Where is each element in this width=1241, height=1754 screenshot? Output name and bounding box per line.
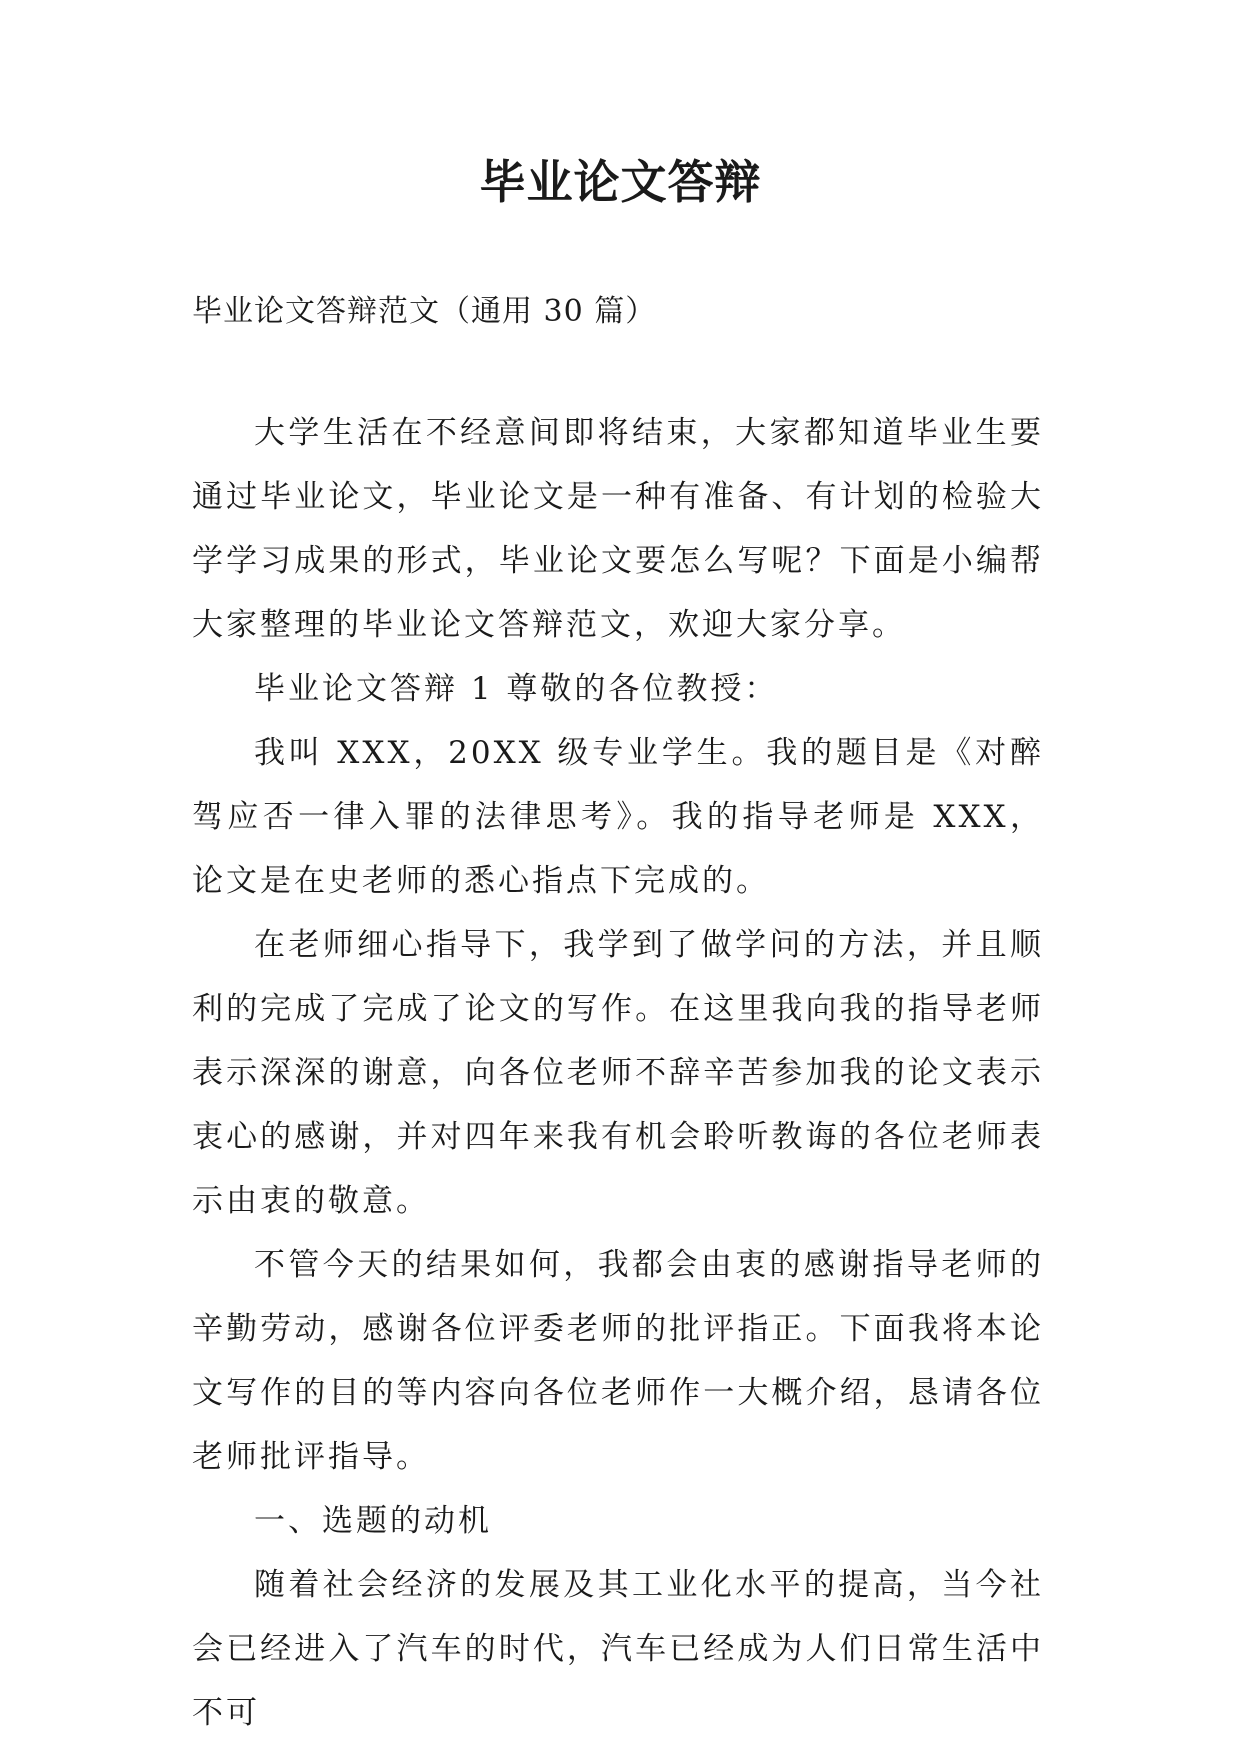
motivation-paragraph: 随着社会经济的发展及其工业化水平的提高，当今社会已经进入了汽车的时代，汽车已经成为人们日常生活中不可: [192, 1567, 1044, 1731]
section-heading: 一、选题的动机: [254, 1503, 492, 1539]
intro-paragraph: 大学生活在不经意间即将结束，大家都知道毕业生要通过毕业论文，毕业论文是一种有准备、有计划的检验大学学习成果的形式，毕业论文要怎么写呢？下面是小编帮大家整理的毕业论文答辩范文，欢迎大家分享。: [192, 415, 1044, 643]
document-body: [192, 401, 1044, 1745]
document-subtitle: 毕业论文答辩范文（通用 30 篇）: [192, 294, 657, 329]
salutation-paragraph: 毕业论文答辩 1 尊敬的各位教授：: [254, 671, 779, 707]
self-introduction-paragraph: 我叫 XXX，20XX 级专业学生。我的题目是《对醉驾应否一律入罪的法律思考》。我的指导老师是 XXX，论文是在史老师的悉心指点下完成的。: [192, 735, 1044, 899]
outline-paragraph: 不管今天的结果如何，我都会由衷的感谢指导老师的辛勤劳动，感谢各位评委老师的批评指正。下面我将本论文写作的目的等内容向各位老师作一大概介绍，恳请各位老师批评指导。: [192, 1247, 1044, 1475]
document-title: 毕业论文答辩: [479, 155, 762, 209]
acknowledgement-paragraph: 在老师细心指导下，我学到了做学问的方法，并且顺利的完成了完成了论文的写作。在这里我向我的指导老师表示深深的谢意，向各位老师不辞辛苦参加我的论文表示衷心的感谢，并对四年来我有机会聆听教诲的各位老师表示由衷的敬意。: [192, 927, 1044, 1219]
